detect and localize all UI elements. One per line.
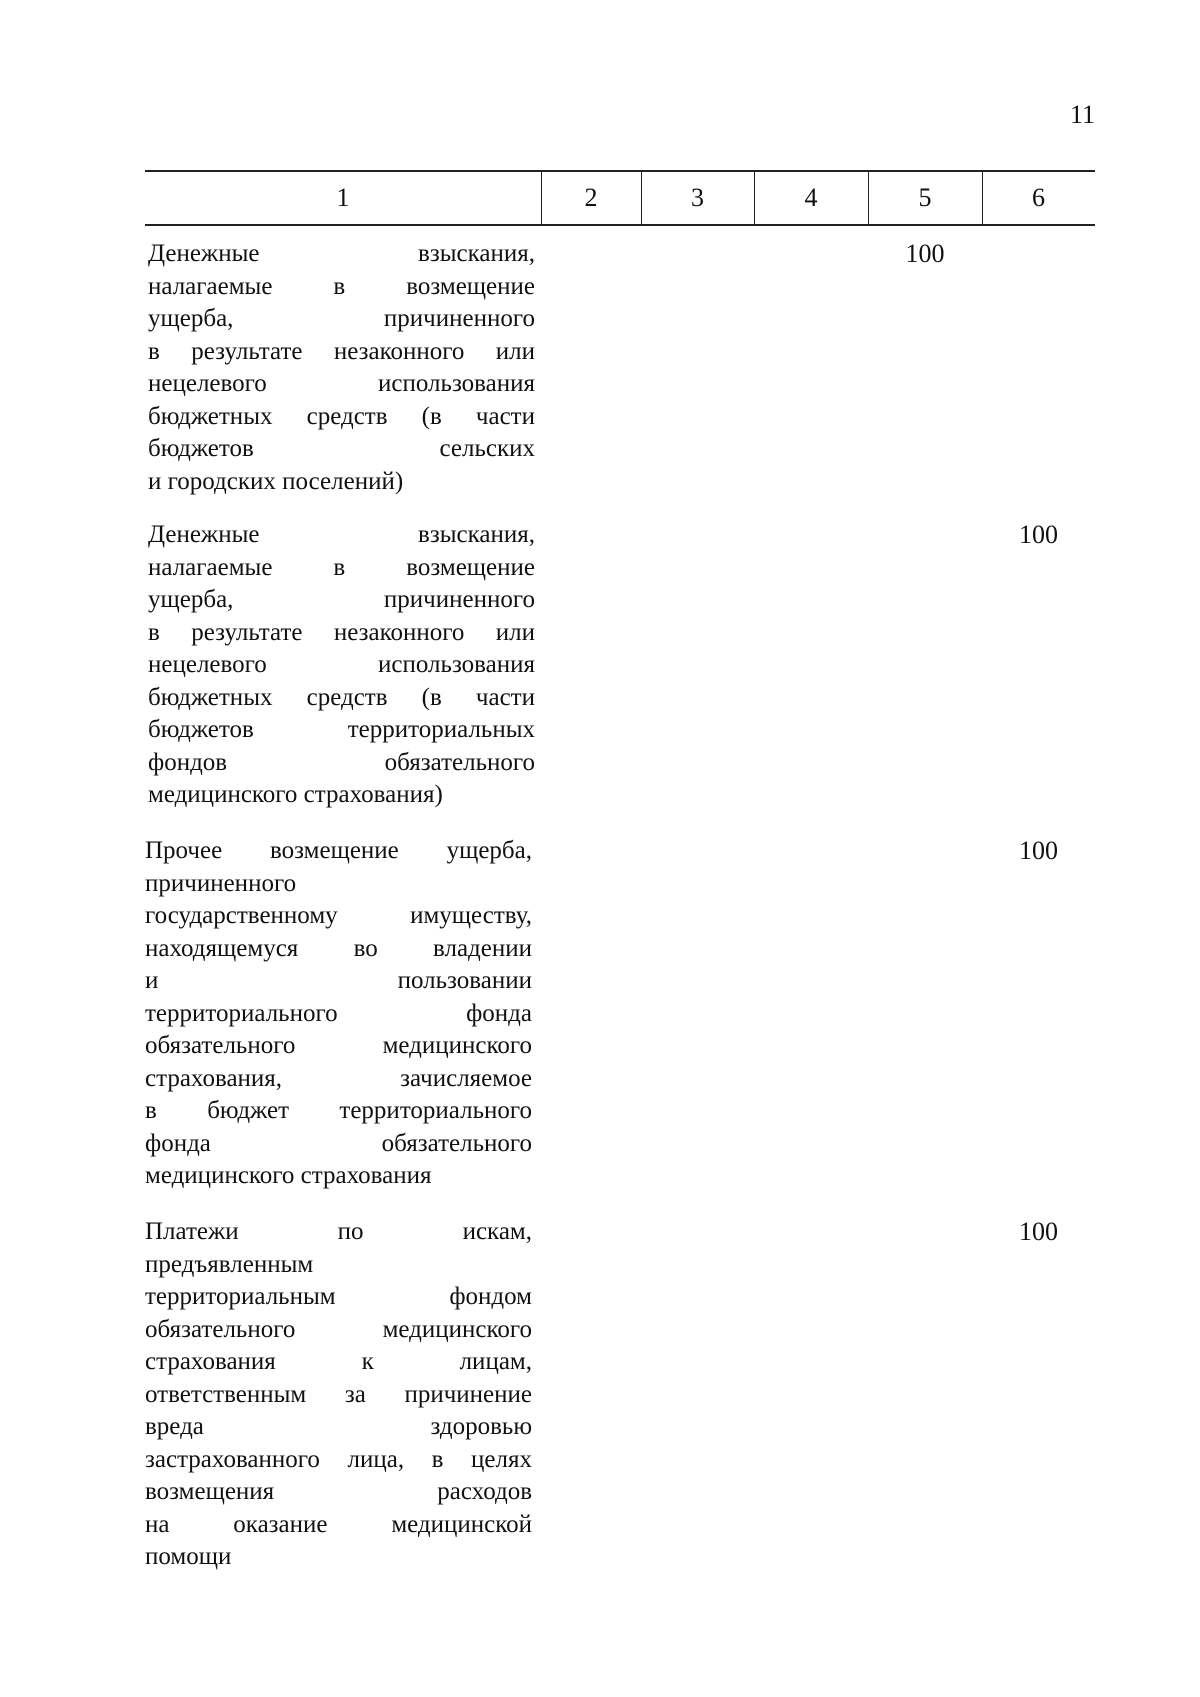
header-bottom-rule [145, 224, 1095, 226]
description-line: и пользовании [145, 967, 532, 994]
description-line: страхования к лицам, [145, 1348, 532, 1375]
column-header-1: 1 [336, 183, 350, 212]
description-line: застрахованного лица, в целях [145, 1445, 532, 1473]
description-line: Платежи по искам, [145, 1218, 532, 1245]
description-line: Прочее возмещение ущерба, [145, 837, 532, 864]
row-description [145, 835, 532, 1193]
description-line: нецелевого использования [148, 370, 535, 397]
description-line: в результате незаконного или [148, 337, 535, 365]
description-line: в бюджет территориального [145, 1097, 532, 1124]
description-line: государственному имуществу, [145, 902, 532, 929]
column-header-6: 6 [1032, 183, 1045, 212]
description-line: ущерба, причиненного [148, 305, 535, 332]
row-description [145, 1216, 532, 1574]
description-line: налагаемые в возмещение [148, 553, 535, 581]
description-line: медицинского страхования [145, 1162, 432, 1189]
description-line: обязательного медицинского [145, 1315, 532, 1343]
column-header-4: 4 [804, 183, 818, 212]
description-line: Денежные взыскания, [148, 240, 535, 267]
column-header-2: 2 [584, 183, 598, 212]
description-line: ущерба, причиненного [148, 586, 535, 613]
value-col-6: 100 [1019, 520, 1058, 549]
description-line: находящемуся во владении [145, 934, 532, 962]
description-line: обязательного медицинского [145, 1032, 532, 1059]
description-line: налагаемые в возмещение [148, 272, 535, 300]
row-description [148, 238, 535, 498]
description-line: фонда обязательного [145, 1129, 532, 1157]
description-line: бюджетов территориальных [148, 716, 535, 743]
description-line: вреда здоровью [145, 1413, 532, 1440]
description-line: бюджетных средств (в части [148, 683, 535, 711]
description-line: нецелевого использования [148, 651, 535, 678]
column-header-3: 3 [691, 183, 704, 212]
description-line: фондов обязательного [148, 748, 535, 776]
description-line: причиненного [145, 869, 297, 897]
page-number: 11 [1070, 100, 1096, 129]
description-line: на оказание медицинской [145, 1510, 532, 1538]
column-header-5: 5 [918, 183, 932, 212]
description-line: и городских поселений) [148, 467, 404, 495]
description-line: помощи [145, 1543, 232, 1570]
value-col-5: 100 [905, 239, 945, 268]
description-line: ответственным за причинение [145, 1380, 532, 1408]
description-line: территориальным фондом [145, 1283, 532, 1310]
row-description [148, 519, 535, 812]
description-line: бюджетов сельских [148, 435, 535, 462]
description-line: страхования, зачисляемое [145, 1064, 532, 1092]
description-line: предъявленным [145, 1250, 314, 1278]
description-line: территориального фонда [145, 999, 532, 1027]
description-line: возмещения расходов [145, 1478, 532, 1505]
description-line: в результате незаконного или [148, 618, 535, 646]
description-line: Денежные взыскания, [148, 521, 535, 548]
description-line: бюджетных средств (в части [148, 402, 535, 430]
value-col-6: 100 [1019, 836, 1058, 865]
table-header [145, 170, 1095, 226]
value-col-6: 100 [1019, 1217, 1058, 1246]
description-line: медицинского страхования) [148, 781, 443, 808]
